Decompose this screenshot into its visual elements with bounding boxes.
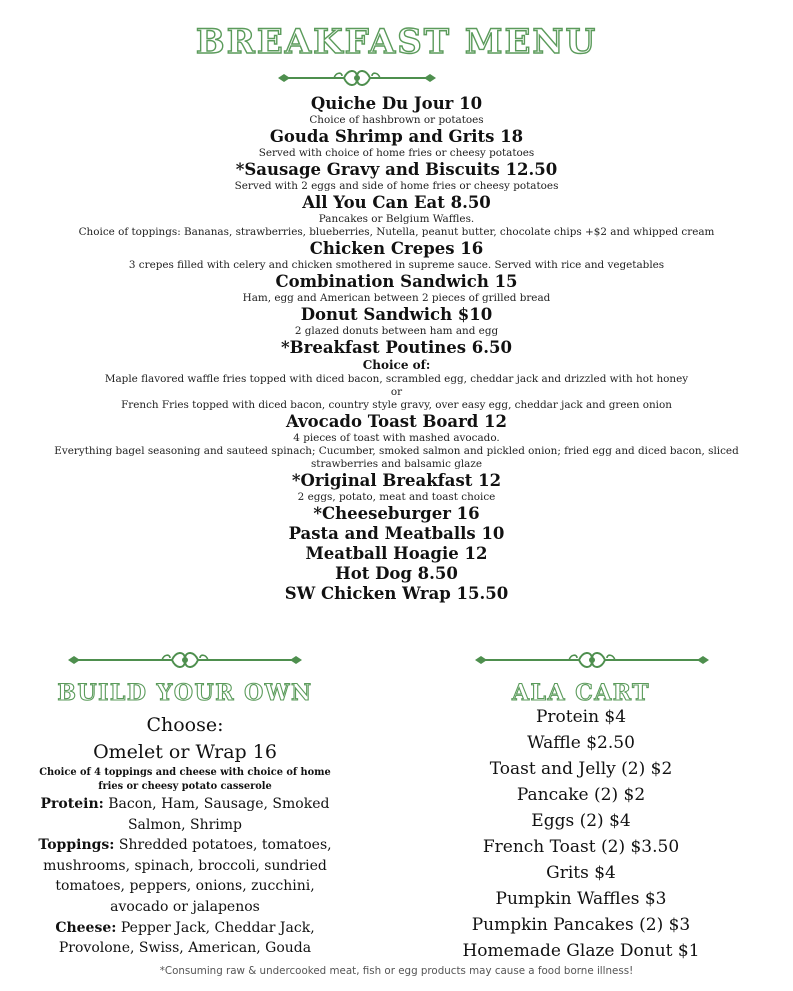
toppings-label: Toppings: (38, 837, 115, 854)
ala-cart-title: ALA CART (511, 680, 651, 706)
menu-item-name: Meatball Hoagie 12 (305, 544, 488, 563)
menu-item-description: Choice of toppings: Bananas, strawberries, blueberries, Nutella, peanut butter, chocolate chips +$2 and whipped cream (78, 226, 715, 238)
ala-cart-item: Pumpkin Waffles $3 (495, 889, 667, 909)
menu-item-description: French Fries topped with diced bacon, country style gravy, over easy egg, cheddar jack and green onion (121, 399, 672, 411)
cheese-options (38, 918, 332, 959)
ala-cart-item: Protein $4 (535, 707, 627, 727)
cheese-text: Pepper Jack, Cheddar Jack, Provolone, Swiss, American, Gouda (58, 919, 315, 957)
menu-item-name: Avocado Toast Board 12 (285, 412, 508, 431)
ala-cart-item: Waffle $2.50 (527, 733, 635, 753)
menu-item-name: Chicken Crepes 16 (309, 239, 484, 258)
menu-item-description: 4 pieces of toast with mashed avocado. (293, 432, 500, 444)
menu-item-description: Served with 2 eggs and side of home fries or cheesy potatoes (234, 180, 559, 192)
menu-item-description: strawberries and balsamic glaze (310, 458, 483, 470)
choose-label: Choose: (146, 714, 224, 736)
ala-cart-item: Pancake (2) $2 (516, 785, 646, 805)
protein-options (38, 794, 332, 835)
menu-title: BREAKFAST MENU (195, 22, 598, 62)
food-safety-disclaimer: *Consuming raw & undercooked meat, fish or egg products may cause a food borne illness! (159, 965, 634, 977)
menu-item-description: Everything bagel seasoning and sauteed spinach; Cucumber, smoked salmon and pickled onion; fried egg and diced bacon, sliced (54, 445, 739, 457)
ala-cart-item: Eggs (2) $4 (531, 811, 631, 831)
ornamental-divider-top (278, 66, 436, 90)
menu-item-name: Hot Dog 8.50 (335, 564, 458, 583)
ornamental-divider-right (475, 648, 709, 672)
menu-item-description: 2 glazed donuts between ham and egg (294, 325, 499, 337)
byo-note-line1: Choice of 4 toppings and cheese with choice of home (39, 767, 331, 778)
toppings-options (38, 835, 332, 917)
menu-item-name: Quiche Du Jour 10 (310, 94, 483, 113)
menu-item-name: Donut Sandwich $10 (300, 305, 493, 324)
ornamental-divider-left (68, 648, 302, 672)
ala-cart-item: Grits $4 (546, 863, 616, 883)
build-your-own-section (38, 712, 332, 959)
menu-item-description: 2 eggs, potato, meat and toast choice (297, 491, 496, 503)
cheese-label: Cheese: (55, 919, 117, 936)
ala-cart-item: Toast and Jelly (2) $2 (489, 759, 673, 779)
menu-item-name: All You Can Eat 8.50 (302, 193, 491, 212)
menu-item-description: Ham, egg and American between 2 pieces of grilled bread (242, 292, 551, 304)
menu-item-subheading: Choice of: (362, 358, 431, 372)
menu-item-name: SW Chicken Wrap 15.50 (284, 584, 509, 603)
menu-item-description: Maple flavored waffle fries topped with diced bacon, scrambled egg, cheddar jack and drizzled with hot honey (104, 373, 689, 385)
ala-cart-item: Homemade Glaze Donut $1 (462, 941, 700, 961)
protein-text: Bacon, Ham, Sausage, Smoked Salmon, Shrimp (103, 796, 330, 833)
menu-items-list (20, 94, 773, 604)
menu-item-description: Choice of hashbrown or potatoes (309, 114, 484, 126)
menu-item-name: Pasta and Meatballs 10 (288, 524, 505, 543)
protein-label: Protein: (40, 796, 104, 812)
menu-item-name: *Original Breakfast 12 (291, 471, 502, 490)
menu-item-description: Pancakes or Belgium Waffles. (318, 213, 475, 225)
menu-item-name: Gouda Shrimp and Grits 18 (269, 127, 524, 146)
omelet-or-wrap: Omelet or Wrap 16 (93, 741, 277, 763)
menu-item-description: Served with choice of home fries or cheesy potatoes (258, 147, 535, 159)
toppings-text: Shredded potatoes, tomatoes, mushrooms, spinach, broccoli, sundried tomatoes, peppers, onions, zucchini, avocado or jalapenos (43, 837, 332, 915)
menu-item-name: *Cheeseburger 16 (313, 504, 480, 523)
menu-item-name: Combination Sandwich 15 (275, 272, 518, 291)
ala-cart-item: Pumpkin Pancakes (2) $3 (471, 915, 691, 935)
ala-cart-section (440, 704, 722, 964)
menu-item-description: or (390, 386, 403, 398)
menu-item-description: 3 crepes filled with celery and chicken smothered in supreme sauce. Served with rice and vegetables (128, 259, 665, 271)
byo-note-line2: fries or cheesy potato casserole (98, 781, 272, 792)
menu-item-name: *Breakfast Poutines 6.50 (281, 338, 512, 357)
ala-cart-item: French Toast (2) $3.50 (482, 837, 680, 857)
build-your-own-title: BUILD YOUR OWN (57, 680, 313, 706)
menu-item-name: *Sausage Gravy and Biscuits 12.50 (235, 160, 558, 179)
